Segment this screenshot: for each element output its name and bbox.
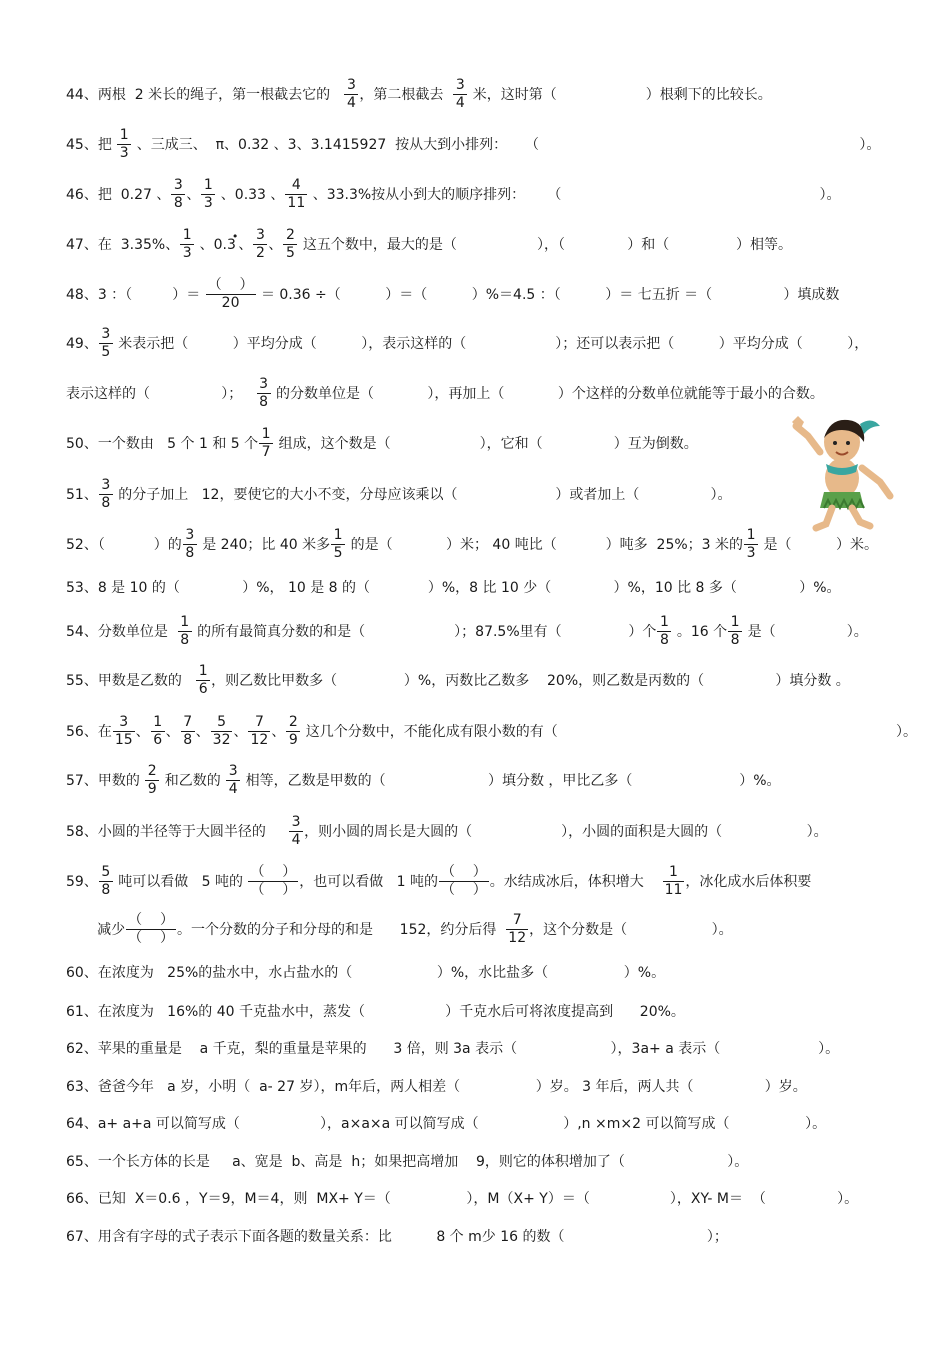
fraction-numerator: 5 (101, 863, 111, 880)
fraction-denominator: （ ） (440, 881, 487, 898)
fraction-numerator: 1 (198, 662, 208, 679)
cartoon-boy-illustration (790, 412, 900, 532)
question-text: 的分数单位是（ ），再加上（ ）个这样的分数单位就能等于最小的合数。 (271, 386, 824, 402)
question-text: 相等，乙数是甲数的（ ）填分数 ，甲比乙多（ ）%。 (241, 773, 781, 789)
fraction (286, 715, 300, 747)
fraction-denominator: 12 (250, 731, 269, 748)
fraction-numerator: 1 (333, 526, 343, 543)
fraction-denominator: 4 (226, 780, 240, 797)
question-q49b (66, 376, 920, 410)
fraction-denominator: 15 (114, 731, 133, 748)
fraction-denominator: 7 (259, 443, 273, 460)
fraction-denominator: 2 (253, 244, 267, 261)
fraction-numerator: 3 (101, 476, 111, 493)
fraction-denominator: 9 (286, 731, 300, 748)
fraction-numerator: 3 (291, 813, 301, 830)
question-text: 56、在 (66, 724, 112, 740)
fraction (201, 178, 215, 210)
fraction-denominator: 6 (196, 680, 210, 697)
question-text: 46、把 0.27 、 (66, 187, 171, 203)
question-text: 66、已知 X＝0.6 ，Y＝9，M＝4，则 MX+ Y＝（ ），M（X+ Y）＝（ ），XY- M＝ （ ）。 (66, 1191, 859, 1207)
fraction (506, 913, 528, 945)
question-text: 、 (165, 724, 180, 740)
fraction (211, 715, 233, 747)
fraction (248, 715, 270, 747)
fraction-denominator: 20 (206, 294, 256, 311)
fraction-numerator: （ ） (207, 276, 254, 293)
fraction (439, 865, 489, 897)
question-text: 是 240；比 40 米多 (197, 537, 331, 553)
question-q59b (66, 912, 920, 946)
question-text: ，则乙数比甲数多（ ）%，丙数比乙数多 20%，则乙数是丙数的（ ）填分数 。 (211, 673, 850, 689)
fraction (183, 528, 197, 560)
question-q60 (66, 955, 920, 989)
question-q58 (66, 814, 920, 848)
fraction-numerator: 2 (288, 713, 298, 730)
fraction-denominator: 8 (183, 544, 197, 561)
fraction-numerator: 2 (147, 762, 157, 779)
question-text: 吨可以看做 5 吨的 (113, 874, 248, 890)
fraction (453, 78, 467, 110)
question-text: 和乙数的 (160, 773, 226, 789)
question-q65 (66, 1144, 920, 1178)
question-q66 (66, 1181, 920, 1215)
fraction-numerator: 1 (119, 126, 129, 143)
fraction-denominator: 6 (151, 731, 165, 748)
fraction-denominator: 11 (664, 881, 683, 898)
question-text: 50、一个数由 5 个 1 和 5 个 (66, 436, 259, 452)
fraction (180, 228, 194, 260)
fraction-denominator: 8 (99, 494, 113, 511)
fraction (744, 528, 758, 560)
question-q44 (66, 77, 920, 111)
question-text: 的所有最简真分数的和是（ ）；87.5%里有（ ）个 (192, 624, 657, 640)
fraction (145, 764, 159, 796)
fraction-numerator: 1 (182, 226, 192, 243)
fraction-denominator: 11 (287, 194, 306, 211)
fraction-denominator: 8 (257, 393, 271, 410)
question-text: ，冰化成水后体积要 (685, 874, 812, 890)
question-text: 、 (233, 724, 248, 740)
question-text: 64、a+ a+a 可以简写成（ ），a×a×a 可以简写成（ ）,n ×m×2 可以简写成（ ）。 (66, 1116, 827, 1132)
question-text: 49、 (66, 336, 98, 352)
fraction (257, 377, 271, 409)
question-text: 这五个数中，最大的是（ ），（ ）和（ ）相等。 (298, 237, 793, 253)
fraction (151, 715, 165, 747)
fraction-numerator: 1 (659, 613, 669, 630)
question-text: 、 (238, 237, 253, 253)
question-text: 、 (271, 724, 286, 740)
question-text: 、 (268, 237, 283, 253)
fraction-numerator: 1 (730, 613, 740, 630)
question-text: 这几个分数中，不能化成有限小数的有（ ）。 (301, 724, 917, 740)
fraction (259, 427, 273, 459)
fraction-numerator: 2 (285, 226, 295, 243)
fraction-denominator: 5 (283, 244, 297, 261)
question-text: ，第二根截去 (359, 87, 453, 103)
question-text: 表示这样的（ ）； (66, 386, 256, 402)
question-q57 (66, 763, 920, 797)
fraction (99, 478, 113, 510)
question-text: 、0.33 、 (216, 187, 285, 203)
fraction-denominator: 8 (171, 194, 185, 211)
fraction-numerator: 3 (173, 176, 183, 193)
question-q63 (66, 1069, 920, 1103)
fraction-denominator: 3 (180, 244, 194, 261)
question-text: 是（ ）米。 (759, 537, 878, 553)
fraction (99, 327, 113, 359)
fraction (283, 228, 297, 260)
fraction (171, 178, 185, 210)
question-text: 、33.3%按从小到大的顺序排列： （ ）。 (308, 187, 841, 203)
fraction-denominator: 8 (657, 631, 671, 648)
question-text: 44、两根 2 米长的绳子，第一根截去它的 (66, 87, 344, 103)
fraction-denominator: （ ） (250, 881, 297, 898)
fraction-numerator: （ ） (128, 911, 174, 928)
fraction-numerator: 3 (255, 226, 265, 243)
fraction-numerator: 3 (346, 76, 356, 93)
question-text: 54、分数单位是 (66, 624, 177, 640)
fraction-numerator: （ ） (250, 863, 297, 880)
question-text: 60、在浓度为 25%的盐水中，水占盐水的（ ）%，水比盐多（ ）%。 (66, 965, 666, 981)
fraction-denominator: 8 (181, 731, 195, 748)
fraction (206, 278, 256, 310)
question-text: 米表示把（ ）平均分成（ ），表示这样的（ ）；还可以表示把（ ）平均分成（ ）， (113, 336, 869, 352)
fraction-numerator: 3 (119, 713, 129, 730)
fraction-numerator: 7 (254, 713, 264, 730)
question-q49 (66, 326, 920, 360)
question-text: 组成，这个数是（ ），它和（ ）互为倒数。 (274, 436, 698, 452)
question-text: 。水结成冰后，体积增大 (489, 874, 662, 890)
fraction-numerator: 7 (512, 911, 522, 928)
question-text: 45、把 (66, 137, 117, 153)
question-q46 (66, 177, 920, 211)
question-text: 59、 (66, 874, 98, 890)
question-text: 67、用含有字母的式子表示下面各题的数量关系：比 8 个 m少 16 的数（ ）； (66, 1229, 728, 1245)
fraction-numerator: 3 (259, 375, 269, 392)
fraction-denominator: 5 (331, 544, 345, 561)
question-text: 。一个分数的分子和分母的和是 152，约分后得 (176, 922, 506, 938)
fraction-numerator: 1 (746, 526, 756, 543)
fraction-denominator: 4 (344, 94, 358, 111)
question-text: 47、在 3.35%、 (66, 237, 180, 253)
question-text: 。16 个 (672, 624, 728, 640)
fraction (728, 615, 742, 647)
question-q45 (66, 127, 920, 161)
fraction-denominator: 8 (99, 881, 113, 898)
question-q47 (66, 227, 920, 261)
question-q61 (66, 994, 920, 1028)
fraction-numerator: 1 (180, 613, 190, 630)
fraction-denominator: 32 (212, 731, 231, 748)
question-text: ，这个分数是（ ）。 (529, 922, 733, 938)
fraction (181, 715, 195, 747)
question-text: 、 (135, 724, 150, 740)
fraction (117, 128, 131, 160)
question-text: 、三成三、 π、0.32 、3、3.1415927 按从大到小排列： （ ）。 (132, 137, 881, 153)
question-text: 减少 (66, 922, 126, 938)
question-text: 65、一个长方体的长是 a、宽是 b、高是 h；如果把高增加 9，则它的体积增加了（ ）。 (66, 1154, 749, 1170)
question-text: 61、在浓度为 16%的 40 千克盐水中，蒸发（ ）千克水后可将浓度提高到 20%。 (66, 1004, 685, 1020)
question-q64 (66, 1106, 920, 1140)
question-text: 53、8 是 10 的（ ）%， 10 是 8 的（ ）%，8 比 10 少（ ）%，10 比 8 多（ ）%。 (66, 580, 841, 596)
question-text: 62、苹果的重量是 a 千克，梨的重量是苹果的 3 倍，则 3a 表示（ ），3a+ a 表示（ ）。 (66, 1041, 840, 1057)
question-text: 57、甲数的 (66, 773, 145, 789)
fraction (196, 664, 210, 696)
question-q52 (66, 527, 920, 561)
fraction (657, 615, 671, 647)
question-text: 、 (195, 724, 210, 740)
question-text: 米，这时第（ ）根剩下的比较长。 (468, 87, 772, 103)
question-text: 51、 (66, 487, 98, 503)
question-text: 的分子加上 12，要使它的大小不变，分母应该乘以（ ）或者加上（ ）。 (113, 487, 732, 503)
fraction-numerator: 3 (455, 76, 465, 93)
fraction-denominator: 3 (117, 144, 131, 161)
fraction (113, 715, 135, 747)
question-q56 (66, 714, 920, 748)
repeating-dot: • (231, 229, 239, 243)
fraction-numerator: 1 (153, 713, 163, 730)
question-text: 、0.3 (195, 237, 236, 253)
question-text: 58、小圆的半径等于大圆半径的 (66, 824, 289, 840)
fraction (331, 528, 345, 560)
question-q67 (66, 1219, 920, 1253)
fraction-numerator: 7 (183, 713, 193, 730)
question-q62 (66, 1031, 920, 1065)
fraction (99, 865, 113, 897)
fraction (285, 178, 307, 210)
question-text: 的是（ ）米； 40 吨比（ ）吨多 25%；3 米的 (346, 537, 744, 553)
question-q54 (66, 614, 920, 648)
fraction-numerator: （ ） (440, 863, 487, 880)
fraction-numerator: 4 (291, 176, 301, 193)
question-q55 (66, 663, 920, 697)
fraction-numerator: 5 (217, 713, 227, 730)
question-text: 、 (186, 187, 201, 203)
fraction-numerator: 3 (228, 762, 238, 779)
fraction-numerator: 3 (185, 526, 195, 543)
fraction-numerator: 1 (203, 176, 213, 193)
question-q59 (66, 864, 920, 898)
fraction-denominator: 5 (99, 343, 113, 360)
question-text: ，则小圆的周长是大圆的（ ），小圆的面积是大圆的（ ）。 (304, 824, 828, 840)
fraction-numerator: 1 (669, 863, 678, 880)
fraction (289, 815, 303, 847)
question-text: 63、爸爸今年 a 岁，小明（ a- 27 岁），m年后，两人相差（ ）岁。 3 年后，两人共（ ）岁。 (66, 1079, 807, 1095)
fraction-denominator: 3 (744, 544, 758, 561)
fraction-denominator: 12 (508, 929, 527, 946)
fraction-numerator: 3 (101, 325, 111, 342)
fraction (248, 865, 298, 897)
fraction-denominator: 4 (289, 831, 303, 848)
question-text: 是（ ）。 (743, 624, 868, 640)
fraction (253, 228, 267, 260)
question-text: 52、（ ）的 (66, 537, 182, 553)
fraction (126, 913, 176, 945)
fraction-denominator: 8 (178, 631, 192, 648)
question-q53 (66, 570, 920, 604)
question-text: 55、甲数是乙数的 (66, 673, 196, 689)
question-text: ＝ 0.36 ÷（ ）＝（ ）%＝4.5 ：（ ）＝ 七五折 ＝（ ）填成数 (256, 287, 840, 303)
fraction (178, 615, 192, 647)
fraction (663, 865, 685, 897)
fraction-denominator: 8 (728, 631, 742, 648)
fraction-denominator: 4 (453, 94, 467, 111)
fraction-denominator: 9 (145, 780, 159, 797)
fraction (344, 78, 358, 110)
question-text: 48、3 ：（ ）＝ (66, 287, 205, 303)
question-text: ，也可以看做 1 吨的 (299, 874, 438, 890)
fraction-denominator: 3 (201, 194, 215, 211)
fraction (226, 764, 240, 796)
question-q48 (66, 277, 920, 311)
fraction-numerator: 1 (261, 425, 271, 442)
fraction-denominator: （ ） (128, 929, 174, 946)
